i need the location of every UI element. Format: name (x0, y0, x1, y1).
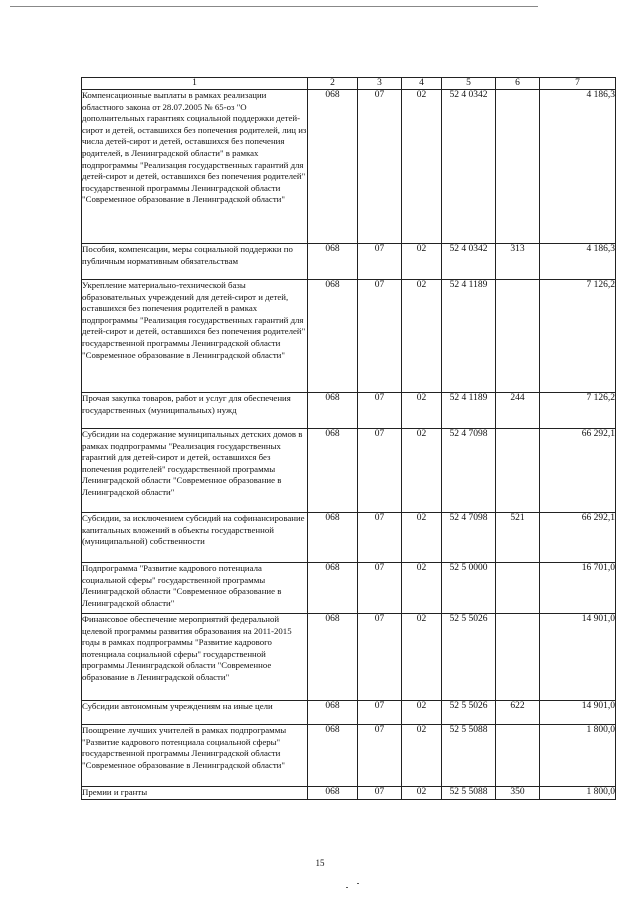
row-target-article: 52 5 5088 (442, 787, 496, 800)
table-row (82, 90, 616, 244)
row-description: Субсидии на содержание муниципальных детских домов в рамках подпрограммы "Реализация государственных гарантий для детей-сирот и детей, оставшихся без попечения родителей" государственной программы Ленинградской области "Современное образование в Ленинградской области" (82, 429, 308, 513)
row-amount: 16 701,0 (540, 563, 616, 614)
row-section: 07 (358, 614, 402, 701)
row-target-article: 52 4 1189 (442, 393, 496, 429)
row-ministry-code: 068 (308, 280, 358, 393)
row-ministry-code: 068 (308, 513, 358, 563)
header-col-7: 7 (540, 78, 616, 90)
row-ministry-code: 068 (308, 563, 358, 614)
row-expense-type (496, 280, 540, 393)
top-rule (10, 6, 538, 7)
row-expense-type (496, 90, 540, 244)
header-col-4: 4 (402, 78, 442, 90)
row-section: 07 (358, 429, 402, 513)
row-expense-type: 622 (496, 701, 540, 725)
row-description: Компенсационные выплаты в рамках реализации областного закона от 28.07.2005 № 65-оз "О дополнительных гарантиях социальной поддержки детей-сирот и детей, оставшихся без попечения родителей, лиц из числа детей-сирот и детей, оставшихся без попечения родителей, в Ленинградской области" в рамках подпрограммы "Реализация государственных гарантий для детей-сирот и детей, оставшихся без попечения родителей" государственной программы Ленинградской области "Современное образование в Ленинградской области" (82, 90, 308, 244)
row-description: Пособия, компенсации, меры социальной поддержки по публичным нормативным обязательствам (82, 244, 308, 280)
row-subsection: 02 (402, 393, 442, 429)
row-ministry-code: 068 (308, 393, 358, 429)
row-target-article: 52 4 7098 (442, 513, 496, 563)
row-amount: 14 901,0 (540, 701, 616, 725)
row-expense-type: 244 (496, 393, 540, 429)
row-description: Укрепление материально-технической базы образовательных учреждений для детей-сирот и детей, оставшихся без попечения родителей в рамках подпрограммы "Реализация государственных гарантий для детей-сирот и детей, оставшихся без попечения родителей" государственной программы Ленинградской области "Современное образование в Ленинградской области" (82, 280, 308, 393)
row-section: 07 (358, 725, 402, 787)
table-row (82, 393, 616, 429)
header-col-3: 3 (358, 78, 402, 90)
row-subsection: 02 (402, 513, 442, 563)
row-target-article: 52 5 5026 (442, 701, 496, 725)
row-amount: 4 186,3 (540, 244, 616, 280)
table-row (82, 429, 616, 513)
row-ministry-code: 068 (308, 90, 358, 244)
row-subsection: 02 (402, 787, 442, 800)
row-amount: 14 901,0 (540, 614, 616, 701)
row-expense-type (496, 725, 540, 787)
row-amount: 66 292,1 (540, 429, 616, 513)
row-section: 07 (358, 787, 402, 800)
row-amount: 66 292,1 (540, 513, 616, 563)
row-target-article: 52 5 0000 (442, 563, 496, 614)
row-expense-type (496, 429, 540, 513)
row-subsection: 02 (402, 244, 442, 280)
row-amount: 1 800,0 (540, 787, 616, 800)
table-row (82, 280, 616, 393)
row-description: Субсидии, за исключением субсидий на софинансирование капитальных вложений в объекты государственной (муниципальной) собственности (82, 513, 308, 563)
page-number: 15 (315, 858, 325, 868)
row-expense-type (496, 563, 540, 614)
row-ministry-code: 068 (308, 429, 358, 513)
row-target-article: 52 4 1189 (442, 280, 496, 393)
table-row (82, 614, 616, 701)
row-target-article: 52 4 7098 (442, 429, 496, 513)
row-amount: 7 126,2 (540, 280, 616, 393)
row-ministry-code: 068 (308, 701, 358, 725)
row-ministry-code: 068 (308, 787, 358, 800)
row-target-article: 52 5 5026 (442, 614, 496, 701)
row-target-article: 52 4 0342 (442, 244, 496, 280)
row-subsection: 02 (402, 563, 442, 614)
table-row (82, 513, 616, 563)
row-expense-type: 521 (496, 513, 540, 563)
row-section: 07 (358, 563, 402, 614)
row-description: Финансовое обеспечение мероприятий федеральной целевой программы развития образования на 2011-2015 годы в рамках подпрограммы "Развитие кадрового потенциала социальной сферы" государственной программы Ленинградской области "Современное образование в Ленинградской области" (82, 614, 308, 701)
row-subsection: 02 (402, 90, 442, 244)
row-expense-type: 350 (496, 787, 540, 800)
row-amount: 7 126,2 (540, 393, 616, 429)
row-expense-type: 313 (496, 244, 540, 280)
row-section: 07 (358, 513, 402, 563)
row-description: Поощрение лучших учителей в рамках подпрограммы "Развитие кадрового потенциала социальной сферы" государственной программы Ленинградской области "Современное образование в Ленинградской области" (82, 725, 308, 787)
table-row (82, 701, 616, 725)
table-row (82, 244, 616, 280)
row-section: 07 (358, 701, 402, 725)
header-col-6: 6 (496, 78, 540, 90)
row-section: 07 (358, 90, 402, 244)
row-ministry-code: 068 (308, 725, 358, 787)
row-section: 07 (358, 393, 402, 429)
row-subsection: 02 (402, 701, 442, 725)
header-row (82, 78, 616, 90)
row-description: Премии и гранты (82, 787, 308, 800)
row-subsection: 02 (402, 429, 442, 513)
row-description: Прочая закупка товаров, работ и услуг для обеспечения государственных (муниципальных) нужд (82, 393, 308, 429)
row-amount: 4 186,3 (540, 90, 616, 244)
table-row (82, 787, 616, 800)
row-target-article: 52 5 5088 (442, 725, 496, 787)
header-col-2: 2 (308, 78, 358, 90)
header-col-5: 5 (442, 78, 496, 90)
budget-table (81, 77, 616, 800)
row-ministry-code: 068 (308, 614, 358, 701)
row-subsection: 02 (402, 725, 442, 787)
row-description: Субсидии автономным учреждениям на иные цели (82, 701, 308, 725)
scan-speck (357, 883, 359, 884)
row-target-article: 52 4 0342 (442, 90, 496, 244)
scan-speck (346, 887, 348, 888)
row-ministry-code: 068 (308, 244, 358, 280)
row-section: 07 (358, 280, 402, 393)
row-expense-type (496, 614, 540, 701)
table-row (82, 725, 616, 787)
header-col-1: 1 (82, 78, 308, 90)
row-section: 07 (358, 244, 402, 280)
row-subsection: 02 (402, 614, 442, 701)
table-row (82, 563, 616, 614)
row-subsection: 02 (402, 280, 442, 393)
row-amount: 1 800,0 (540, 725, 616, 787)
row-description: Подпрограмма "Развитие кадрового потенциала социальной сферы" государственной программы Ленинградской области "Современное образование в Ленинградской области" (82, 563, 308, 614)
